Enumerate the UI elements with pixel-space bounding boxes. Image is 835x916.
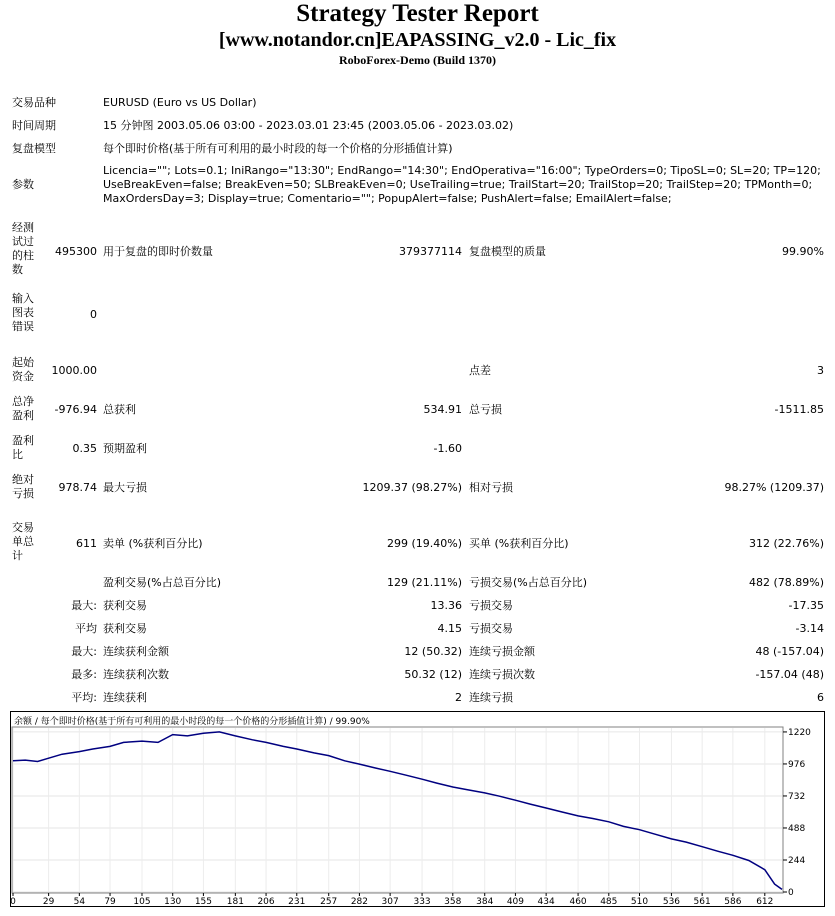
ticks-value: 379377114 [399,245,462,258]
max2-prefix: 最大: [71,645,97,658]
most-prefix: 最多: [71,668,97,681]
avg-cons-wins-label: 连续获利 [103,691,147,704]
x-tick-label: 231 [288,897,306,907]
avg-prefix: 平均 [75,622,97,635]
avg-cons-losses-value: 6 [817,691,824,704]
errors-label: 输入图表错误 [12,292,34,333]
params-label: 参数 [12,178,34,191]
x-tick-label: 282 [350,897,369,907]
x-tick-label: 130 [164,897,182,907]
x-tick-label: 105 [133,897,151,907]
quality-label: 复盘模型的质量 [469,245,546,258]
x-tick-label: 485 [600,897,618,907]
loss-trades-value: 482 (78.89%) [748,576,824,589]
max-dd-label: 最大亏损 [103,481,147,494]
cons-loss-count-label: 连续亏损次数 [469,668,535,681]
avg-profit-label: 获利交易 [103,622,147,635]
long-label: 买单 (%获利百分比) [469,537,569,550]
trades-label: 交易单总计 [12,521,34,562]
net-label: 总净盈利 [12,395,34,422]
cons-losses-money-label: 连续亏损金额 [469,645,535,658]
server-name: RoboForex-Demo (Build 1370) [338,53,497,67]
trades-value: 611 [76,537,97,550]
cons-profit-count-label: 连续获利次数 [103,668,169,681]
avg-cons-losses-label: 连续亏损 [469,691,513,704]
x-tick-label: 29 [42,897,55,907]
spread-value: 3 [817,364,824,377]
long-value: 312 (22.76%) [748,537,824,550]
gross-profit-label: 总获利 [103,403,136,416]
period-value: 15 分钟图 2003.05.06 03:00 - 2023.03.01 23:45 (2003.05.06 - 2023.03.02) [103,119,514,132]
gross-loss-label: 总亏损 [469,403,502,416]
avg-cons-wins-value: 2 [455,691,462,704]
report-title: Strategy Tester Report [296,0,539,27]
x-tick-label: 206 [257,897,275,907]
deposit-value: 1000.00 [51,364,97,377]
x-tick-label: 510 [630,897,649,907]
x-tick-label: 0 [10,897,16,907]
x-tick-label: 612 [756,897,774,907]
net-value: -976.94 [54,403,97,416]
short-label: 卖单 (%获利百分比) [103,537,203,550]
ticks-label: 用于复盘的即时价数量 [103,245,213,258]
y-tick-label: 1220 [788,727,811,738]
avg-loss-label: 亏损交易 [469,622,513,635]
rel-dd-value: 98.27% (1209.37) [724,481,824,494]
y-tick-label: 976 [788,759,806,770]
y-tick-label: 244 [788,855,806,866]
deposit-label: 起始资金 [12,356,34,383]
gross-profit-value: 534.91 [423,403,462,416]
x-tick-label: 155 [194,897,213,907]
largest-loss-value: -17.35 [788,599,824,612]
abs-dd-label: 绝对亏损 [12,473,34,500]
abs-dd-value: 978.74 [58,481,97,494]
y-tick-label: 732 [788,791,806,802]
x-tick-label: 409 [506,897,525,907]
largest-profit-value: 13.36 [430,599,462,612]
avg-profit-value: 4.15 [437,622,462,635]
x-tick-label: 54 [73,897,86,907]
x-tick-label: 384 [476,897,494,907]
y-tick-label: 488 [788,823,806,834]
x-tick-label: 460 [569,897,587,907]
largest-loss-label: 亏损交易 [469,599,513,612]
cons-profit-count-value: 50.32 (12) [404,668,462,681]
model-value: 每个即时价格(基于所有可利用的最小时段的每一个价格的分形插值计算) [103,142,453,155]
avg-loss-value: -3.14 [795,622,824,635]
profit-trades-value: 129 (21.11%) [386,576,462,589]
short-value: 299 (19.40%) [386,537,462,550]
balance-chart [10,711,825,907]
loss-trades-label: 亏损交易(%占总百分比) [469,576,588,589]
symbol-label: 交易品种 [12,96,56,109]
cons-wins-money-value: 12 (50.32) [404,645,462,658]
x-tick-label: 358 [444,897,462,907]
quality-value: 99.90% [782,245,824,258]
cons-loss-count-value: -157.04 (48) [755,668,824,681]
ea-name: [www.notandor.cn]EAPASSING_v2.0 - Lic_fix [218,29,617,51]
errors-value: 0 [90,308,97,321]
pf-label: 盈利比 [12,434,34,461]
largest-profit-label: 获利交易 [103,599,147,612]
bars-label: 经测试过的柱数 [12,221,34,276]
chart-title: 余额 / 每个即时价格(基于所有可利用的最小时段的每一个价格的分形插值计算) / 99.90% [14,717,370,727]
cons-losses-money-value: 48 (-157.04) [755,645,824,658]
payoff-label: 预期盈利 [103,442,147,455]
params-value: Licencia=""; Lots=0.1; IniRango="13:30"; EndRango="14:30"; EndOperativa="16:00"; TypeOrders=0; TipoSL=0; SL=20; TP=120; UseBreakEven=false; BreakEven=50; SLBreakEven=0; UseTrailing=true; TrailStart=20; TrailStop=20; TrailStep=20; TPMonth=0; MaxOrdersDay=3; Display=true; Comentario=""; PopupAlert=false; PushAlert=false; EmailAlert=false; [103,164,821,205]
x-tick-label: 79 [104,897,116,907]
y-tick-label: 0 [788,888,794,898]
x-tick-label: 333 [413,897,431,907]
profit-trades-label: 盈利交易(%占总百分比) [103,576,222,589]
x-tick-label: 307 [381,897,399,907]
symbol-value: EURUSD (Euro vs US Dollar) [103,96,257,109]
rel-dd-label: 相对亏损 [469,481,513,494]
model-label: 复盘模型 [12,142,56,155]
plot-area [12,727,783,893]
max1-prefix: 最大: [71,599,97,612]
x-tick-label: 536 [662,897,681,907]
max-dd-value: 1209.37 (98.27%) [362,481,462,494]
bars-value: 495300 [55,245,97,258]
x-tick-label: 257 [320,897,338,907]
x-tick-label: 434 [537,897,555,907]
spread-label: 点差 [469,364,491,377]
period-label: 时间周期 [12,119,56,132]
pf-value: 0.35 [72,442,97,455]
cons-wins-money-label: 连续获利金额 [103,645,169,658]
x-tick-label: 181 [226,897,244,907]
x-tick-label: 561 [693,897,711,907]
payoff-value: -1.60 [433,442,462,455]
gross-loss-value: -1511.85 [774,403,824,416]
avg2-prefix: 平均: [71,691,97,704]
x-tick-label: 586 [724,897,742,907]
